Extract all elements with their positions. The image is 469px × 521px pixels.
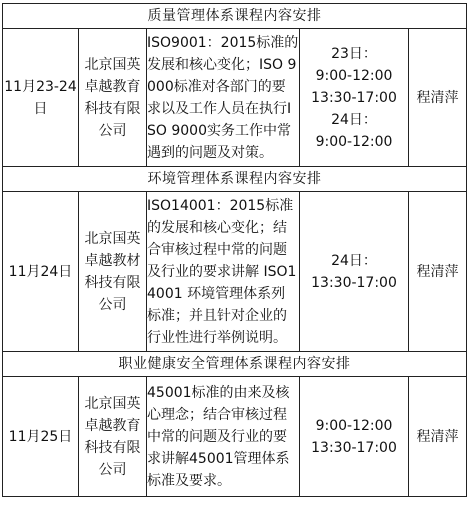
course-teacher: 程清萍 bbox=[409, 377, 467, 497]
course-teacher: 程清萍 bbox=[409, 29, 467, 167]
section-header-row bbox=[3, 352, 467, 377]
course-content: ISO14001：2015标准的发展和核心变化；结合审核过程中常的问题及行业的要求讲解 ISO14001 环境管理体系列标准；并且针对企业的行业性进行举例说明。 bbox=[147, 192, 300, 352]
course-organization: 北京国英卓越教育科技有限公司 bbox=[79, 377, 147, 497]
time-line: 9:00-12:00 bbox=[315, 417, 393, 434]
course-date: 11月25日 bbox=[3, 377, 79, 497]
time-line: 23日： bbox=[331, 45, 377, 62]
time-line: 24日： bbox=[331, 111, 377, 128]
course-teacher: 程清萍 bbox=[409, 192, 467, 352]
course-time bbox=[300, 192, 409, 352]
section-title: 环境管理体系课程内容安排 bbox=[3, 167, 467, 192]
course-organization: 北京国英卓越教材科技有限公司 bbox=[79, 192, 147, 352]
time-line: 13:30-17:00 bbox=[311, 89, 397, 106]
time-line: 13:30-17:00 bbox=[311, 439, 397, 456]
course-date: 11月24日 bbox=[3, 192, 79, 352]
section-title: 质量管理体系课程内容安排 bbox=[3, 4, 467, 29]
course-content: ISO9001：2015标准的发展和核心变化；ISO 9000标准对各部门的要求以及工作人员在执行ISO 9000实务工作中常遇到的问题及对策。 bbox=[147, 29, 300, 167]
time-line: 13:30-17:00 bbox=[311, 274, 397, 291]
section-title: 职业健康安全管理体系课程内容安排 bbox=[3, 352, 467, 377]
course-time bbox=[300, 377, 409, 497]
time-line: 9:00-12:00 bbox=[315, 67, 393, 84]
section-header-row bbox=[3, 4, 467, 29]
time-line: 24日： bbox=[331, 252, 377, 269]
table-row bbox=[3, 377, 467, 497]
section-header-row bbox=[3, 167, 467, 192]
course-time bbox=[300, 29, 409, 167]
time-line: 9:00-12:00 bbox=[315, 133, 393, 150]
course-organization: 北京国英卓越教育科技有限公司 bbox=[79, 29, 147, 167]
table-row bbox=[3, 192, 467, 352]
course-content: 45001标准的由来及核心理念；结合审核过程中常的问题及行业的要求讲解45001管理体系标准及要求。 bbox=[147, 377, 300, 497]
course-schedule-table bbox=[2, 3, 467, 497]
course-date: 11月23-24日 bbox=[3, 29, 79, 167]
table-row bbox=[3, 29, 467, 167]
